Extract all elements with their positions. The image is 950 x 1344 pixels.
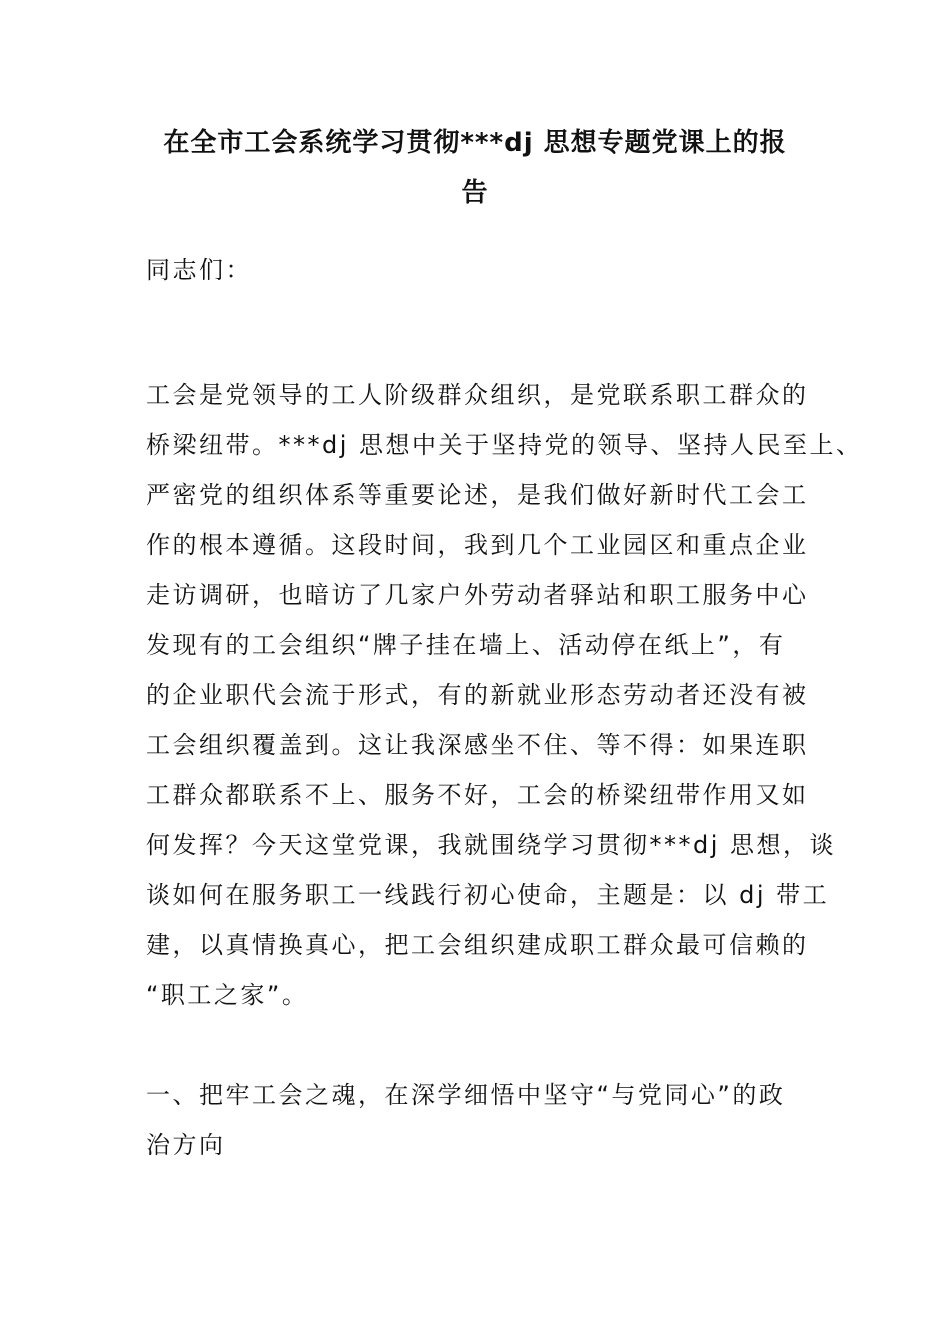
document-title bbox=[120, 118, 830, 218]
paragraph-line: 谈如何在服务职工一线践行初心使命，主题是：以 dj 带工 bbox=[146, 881, 830, 909]
heading-line: 一、把牢工会之魂，在深学细悟中坚守“与党同心”的政 bbox=[146, 1081, 786, 1109]
paragraph-line: 何发挥？今天这堂党课，我就围绕学习贯彻***dj 思想，谈 bbox=[146, 831, 837, 859]
paragraph-line: 严密党的组织体系等重要论述，是我们做好新时代工会工 bbox=[146, 481, 809, 509]
paragraph-line: 桥梁纽带。***dj 思想中关于坚持党的领导、坚持人民至上、 bbox=[146, 431, 863, 459]
paragraph-line: 走访调研，也暗访了几家户外劳动者驿站和职工服务中心 bbox=[146, 581, 809, 609]
paragraph-line: 工群众都联系不上、服务不好，工会的桥梁纽带作用又如 bbox=[146, 781, 809, 809]
paragraph-line: 发现有的工会组织“牌子挂在墙上、活动停在纸上”，有 bbox=[146, 631, 786, 659]
title-line: 在全市工会系统学习贯彻***dj 思想专题党课上的报 bbox=[163, 128, 787, 158]
heading-line: 治方向 bbox=[146, 1131, 226, 1159]
paragraph-line: “职工之家”。 bbox=[146, 981, 309, 1009]
section-heading-1 bbox=[146, 1070, 826, 1170]
title-line: 告 bbox=[461, 178, 489, 208]
paragraph-line: 工会组织覆盖到。这让我深感坐不住、等不得：如果连职 bbox=[146, 731, 809, 759]
paragraph-line: 工会是党领导的工人阶级群众组织，是党联系职工群众的 bbox=[146, 381, 809, 409]
paragraph-line: 的企业职代会流于形式，有的新就业形态劳动者还没有被 bbox=[146, 681, 809, 709]
paragraph-line: 建，以真情换真心，把工会组织建成职工群众最可信赖的 bbox=[146, 931, 809, 959]
paragraph-intro bbox=[146, 370, 863, 1020]
paragraph-line: 作的根本遵循。这段时间，我到几个工业园区和重点企业 bbox=[146, 531, 809, 559]
salutation: 同志们： bbox=[146, 256, 252, 284]
